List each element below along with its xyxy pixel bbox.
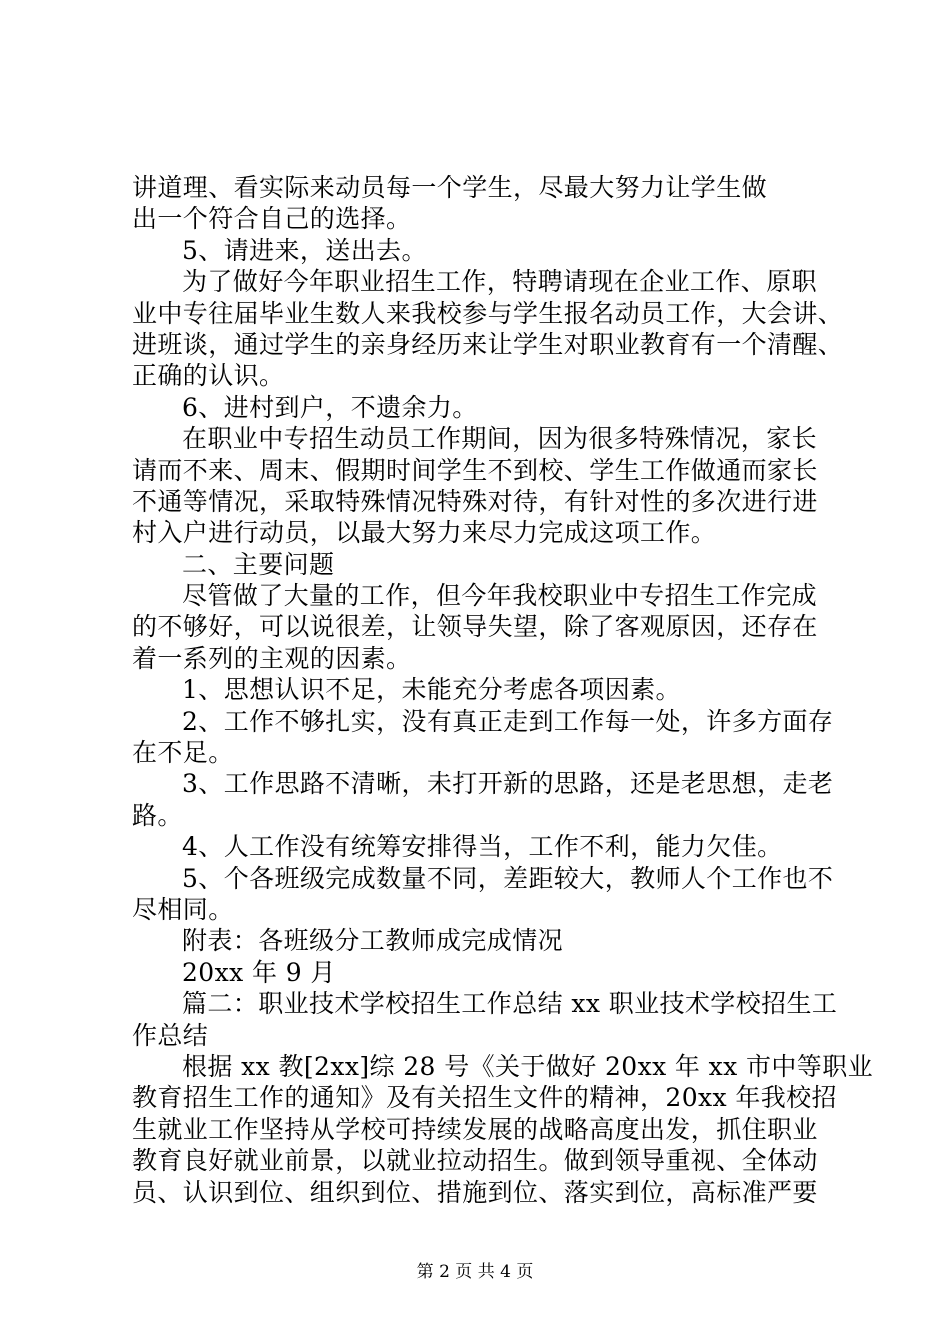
text-line: 附表：各班级分工教师成完成情况 bbox=[182, 926, 564, 956]
text-line: 根据 xx 教[2xx]综 28 号《关于做好 20xx 年 xx 市中等职业 bbox=[182, 1051, 874, 1081]
text-line: 2、工作不够扎实，没有真正走到工作每一处，许多方面存 bbox=[182, 706, 834, 736]
text-line: 进班谈，通过学生的亲身经历来让学生对职业教育有一个清醒、 bbox=[132, 329, 844, 359]
text-line: 教育良好就业前景，以就业拉动招生。做到领导重视、全体动 bbox=[132, 1146, 818, 1176]
text-line: 作总结 bbox=[132, 1020, 209, 1050]
text-line: 5、个各班级完成数量不同，差距较大，教师人个工作也不 bbox=[182, 863, 834, 893]
text-line: 路。 bbox=[132, 800, 183, 830]
text-line: 5、请进来，送出去。 bbox=[182, 235, 427, 265]
text-line: 教育招生工作的通知》及有关招生文件的精神，20xx 年我校招 bbox=[132, 1083, 837, 1113]
text-line: 员、认识到位、组织到位、措施到位、落实到位，高标准严要 bbox=[132, 1177, 818, 1207]
text-line: 出一个符合自己的选择。 bbox=[132, 204, 412, 234]
text-line: 在不足。 bbox=[132, 738, 234, 768]
document-body bbox=[132, 172, 874, 1208]
text-line: 不通等情况，采取特殊情况特殊对待，有针对性的多次进行进 bbox=[132, 486, 818, 516]
text-line: 4、人工作没有统筹安排得当，工作不利，能力欠佳。 bbox=[182, 832, 783, 862]
page-number-footer: 第 2 页 共 4 页 bbox=[416, 1262, 534, 1282]
text-line: 为了做好今年职业招生工作，特聘请现在企业工作、原职 bbox=[182, 267, 818, 297]
text-line: 在职业中专招生动员工作期间，因为很多特殊情况，家长 bbox=[182, 424, 818, 454]
text-line: 讲道理、看实际来动员每一个学生，尽最大努力让学生做 bbox=[132, 173, 768, 202]
section-heading: 篇二：职业技术学校招生工作总结 xx 职业技术学校招生工 bbox=[182, 989, 838, 1019]
text-line: 6、进村到户，不遗余力。 bbox=[182, 392, 478, 422]
text-line: 正确的认识。 bbox=[132, 361, 285, 391]
date-line: 20xx 年 9 月 bbox=[182, 957, 336, 987]
text-line: 村入户进行动员，以最大努力来尽力完成这项工作。 bbox=[132, 518, 717, 548]
text-line: 3、工作思路不清晰，未打开新的思路，还是老思想，走老 bbox=[182, 769, 834, 799]
text-line: 的不够好，可以说很差，让领导失望，除了客观原因，还存在 bbox=[132, 612, 818, 642]
text-line: 尽管做了大量的工作，但今年我校职业中专招生工作完成 bbox=[182, 581, 818, 611]
text-line: 尽相同。 bbox=[132, 894, 234, 924]
text-line: 着一系列的主观的因素。 bbox=[132, 643, 412, 673]
section-heading: 二、主要问题 bbox=[182, 549, 335, 579]
text-line: 请而不来、周末、假期时间学生不到校、学生工作做通而家长 bbox=[132, 455, 818, 485]
text-line: 业中专往届毕业生数人来我校参与学生报名动员工作，大会讲、 bbox=[132, 298, 844, 328]
text-line: 生就业工作坚持从学校可持续发展的战略高度出发，抓住职业 bbox=[132, 1114, 818, 1144]
text-line: 1、思想认识不足，未能充分考虑各项因素。 bbox=[182, 675, 681, 705]
